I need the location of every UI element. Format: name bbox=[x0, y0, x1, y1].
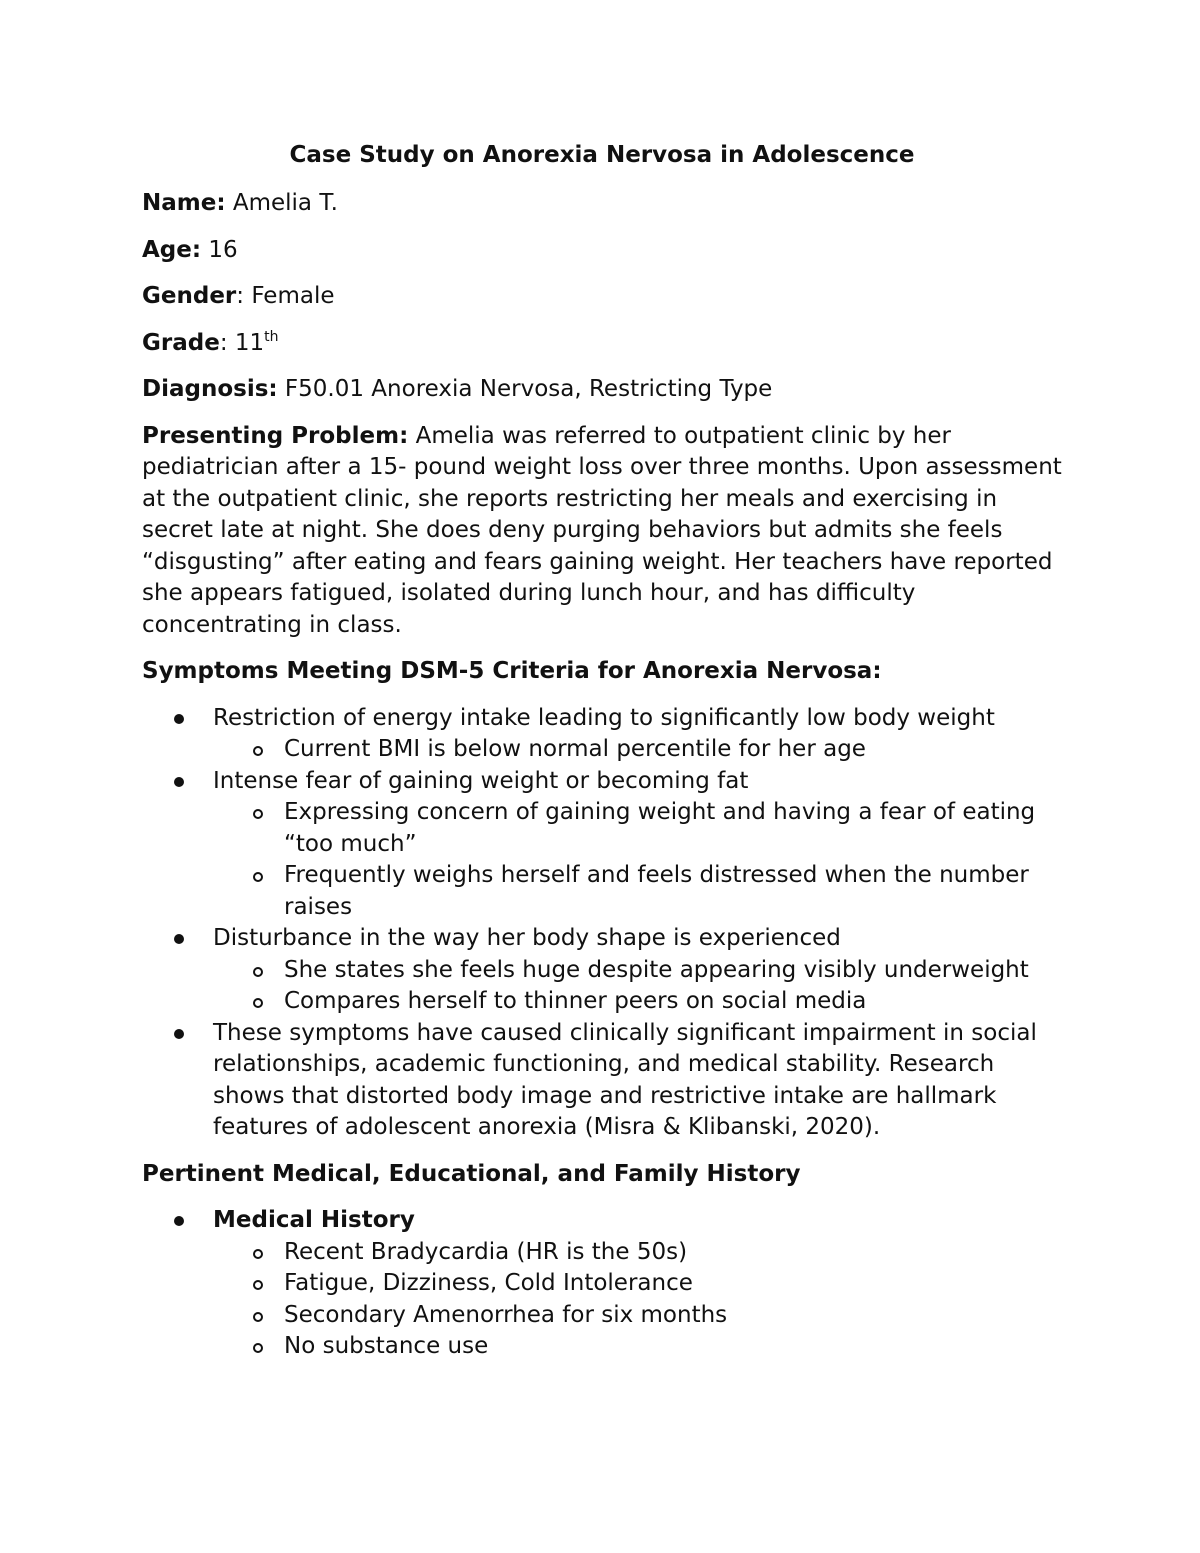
gender-label: Gender bbox=[142, 283, 237, 309]
circle-bullet-icon bbox=[253, 998, 263, 1008]
symptom-item bbox=[142, 766, 1062, 924]
name-label: Name: bbox=[142, 190, 226, 216]
symptom-text: Disturbance in the way her body shape is experienced bbox=[213, 925, 841, 951]
circle-bullet-icon bbox=[253, 1249, 263, 1259]
medical-history-text: Secondary Amenorrhea for six months bbox=[284, 1301, 728, 1328]
presenting-problem-label: Presenting Problem: bbox=[142, 422, 409, 449]
symptom-item bbox=[142, 1018, 1062, 1144]
age-field bbox=[142, 235, 1062, 267]
symptom-text: Intense fear of gaining weight or becoming fat bbox=[213, 767, 749, 794]
circle-bullet-icon bbox=[253, 809, 263, 819]
diagnosis-label: Diagnosis: bbox=[142, 376, 278, 402]
symptom-subitem bbox=[213, 860, 1062, 923]
medical-history-item bbox=[213, 1268, 1062, 1300]
grade-suffix: th bbox=[264, 328, 279, 345]
circle-bullet-icon bbox=[253, 967, 263, 977]
grade-value: : 11 bbox=[219, 329, 265, 356]
symptom-item bbox=[142, 923, 1062, 1018]
history-item bbox=[142, 1205, 1062, 1363]
medical-history-text: Fatigue, Dizziness, Cold Intolerance bbox=[284, 1270, 693, 1296]
medical-history-text: No substance use bbox=[284, 1333, 489, 1359]
age-value: 16 bbox=[201, 236, 238, 263]
gender-field bbox=[142, 281, 1062, 313]
bullet-icon bbox=[174, 777, 184, 787]
symptoms-heading: Symptoms Meeting DSM-5 Criteria for Anorexia Nervosa: bbox=[142, 658, 882, 684]
symptom-subitem-text: Compares herself to thinner peers on social media bbox=[284, 988, 867, 1014]
gender-value: : Female bbox=[236, 283, 335, 309]
symptom-sublist bbox=[213, 955, 1062, 1018]
name-value: Amelia T. bbox=[225, 190, 338, 216]
symptom-subitem bbox=[213, 955, 1062, 987]
bullet-icon bbox=[174, 1216, 184, 1226]
symptom-subitem bbox=[213, 986, 1062, 1018]
symptom-subitem-text: Frequently weighs herself and feels distressed when the number raises bbox=[284, 862, 1029, 920]
symptom-text: Restriction of energy intake leading to significantly low body weight bbox=[213, 704, 995, 731]
document-page bbox=[142, 136, 1062, 1378]
presenting-problem bbox=[142, 421, 1062, 642]
presenting-problem-text: Amelia was referred to outpatient clinic by her pediatrician after a 15- pound weight loss over three months. Upon assessment at the outpatient clinic, she reports restricting her meals and exercising in secret late at night. She does deny purging behaviors but admits she feels “disgusting” after eating and fears gaining weight. Her teachers have reported she appears fatigued, isolated during lunch hour, and has difficulty concentrating in class. bbox=[142, 422, 1062, 638]
symptoms-list bbox=[142, 703, 1062, 1144]
symptom-sublist bbox=[213, 734, 1062, 766]
history-heading: Pertinent Medical, Educational, and Family History bbox=[142, 1160, 801, 1187]
symptom-item bbox=[142, 703, 1062, 766]
document-title: Case Study on Anorexia Nervosa in Adolescence bbox=[289, 142, 915, 168]
bullet-icon bbox=[174, 1029, 184, 1039]
symptom-sublist bbox=[213, 797, 1062, 923]
name-field bbox=[142, 188, 1062, 220]
bullet-icon bbox=[174, 714, 184, 724]
medical-history-label: Medical History bbox=[213, 1207, 415, 1233]
symptom-subitem bbox=[213, 797, 1062, 860]
age-label: Age: bbox=[142, 236, 202, 263]
symptom-subitem-text: She states she feels huge despite appearing visibly underweight bbox=[284, 956, 1029, 983]
symptom-text: These symptoms have caused clinically significant impairment in social relationships, academic functioning, and medical stability. Research shows that distorted body image and restrictive intake are hallmark features of adolescent anorexia (Misra & Klibanski, 2020). bbox=[213, 1019, 1037, 1140]
circle-bullet-icon bbox=[253, 746, 263, 756]
medical-history-sublist bbox=[213, 1237, 1062, 1363]
symptom-subitem-text: Current BMI is below normal percentile for her age bbox=[284, 736, 866, 762]
symptom-subitem-text: Expressing concern of gaining weight and having a fear of eating “too much” bbox=[284, 799, 1036, 857]
circle-bullet-icon bbox=[253, 872, 263, 882]
symptom-subitem bbox=[213, 734, 1062, 766]
history-list bbox=[142, 1205, 1062, 1363]
diagnosis-value: F50.01 Anorexia Nervosa, Restricting Type bbox=[277, 376, 773, 402]
medical-history-text: Recent Bradycardia (HR is the 50s) bbox=[284, 1238, 688, 1265]
circle-bullet-icon bbox=[253, 1343, 263, 1353]
grade-label: Grade bbox=[142, 329, 220, 356]
grade-field bbox=[142, 328, 1062, 360]
medical-history-item bbox=[213, 1237, 1062, 1269]
bullet-icon bbox=[174, 934, 184, 944]
diagnosis-field bbox=[142, 374, 1062, 406]
circle-bullet-icon bbox=[253, 1312, 263, 1322]
circle-bullet-icon bbox=[253, 1280, 263, 1290]
medical-history-item bbox=[213, 1331, 1062, 1363]
medical-history-item bbox=[213, 1300, 1062, 1332]
